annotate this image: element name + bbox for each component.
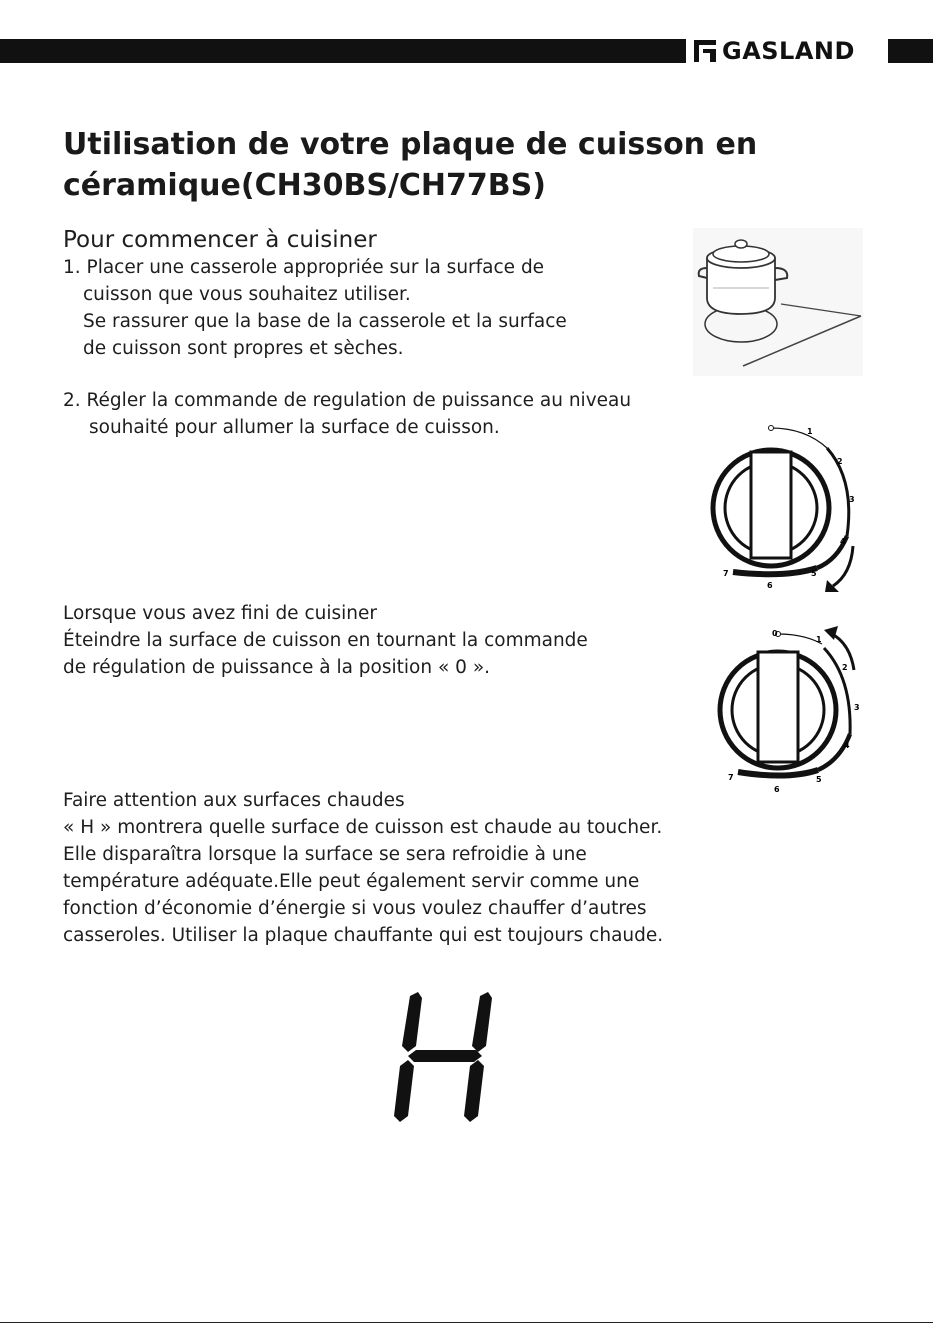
knob-scale-label: 1 [807,427,813,436]
finish-line: de régulation de puissance à la position « 0 ». [63,657,491,678]
finish-text [63,600,588,681]
step-1-line: Se rassurer que la base de la casserole et la surface [83,311,567,332]
footer-rule [0,1322,933,1323]
finish-heading: Lorsque vous avez fini de cuisiner [63,603,377,624]
knob-scale-label: 1 [816,635,822,644]
hot-surface-line: température adéquate.Elle peut également servir comme une [63,871,640,892]
knob-scale-label: 6 [774,785,780,794]
hot-surface-heading: Faire attention aux surfaces chaudes [63,790,405,811]
header-bar-right [888,39,933,63]
knob-scale-label: 5 [816,775,822,784]
knob-scale-label: 3 [854,703,860,712]
knob-scale-label: 3 [849,495,855,504]
pot-on-cooktop-illustration [693,228,863,376]
knob-scale-label: 2 [837,457,843,466]
step-1-text [63,254,567,362]
hot-surface-line: casseroles. Utiliser la plaque chauffante qui est toujours chaude. [63,925,664,946]
step-2-line: 2. Régler la commande de regulation de puissance au niveau [63,390,632,411]
knob-scale-label: 4 [840,537,846,546]
knob-scale-label: 5 [811,569,817,578]
knob-scale-label: 2 [842,663,848,672]
page-title [63,124,783,206]
header-bar-left [0,39,686,63]
knob-scale-label: 7 [723,569,729,578]
step-1-line: cuisson que vous souhaitez utiliser. [83,284,411,305]
step-1-line: de cuisson sont propres et sèches. [83,338,404,359]
knob-scale-label: 7 [728,773,734,782]
hot-surface-line: fonction d’économie d’énergie si vous voulez chauffer d’autres [63,898,647,919]
brand [694,36,855,66]
knob-scale-label: 6 [767,581,773,590]
page-title-line-2: céramique(CH30BS/CH77BS) [63,168,546,203]
page-title-line-1: Utilisation de votre plaque de cuisson en [63,127,758,162]
section-heading-start: Pour commencer à cuisiner [63,227,377,253]
knob-off-diagram [712,622,872,800]
knob-on-diagram [705,420,865,598]
knob-scale-label: 0 [772,629,778,638]
knob-scale-label: 4 [844,741,850,750]
step-2-line: souhaité pour allumer la surface de cuisson. [89,417,500,438]
hot-surface-text [63,787,663,949]
finish-line: Éteindre la surface de cuisson en tournant la commande [63,630,588,651]
step-2-text [63,387,631,441]
step-1-line: 1. Placer une casserole appropriée sur la surface de [63,257,545,278]
hot-surface-line: Elle disparaîtra lorsque la surface se sera refroidie à une [63,844,587,865]
brand-name: GASLAND [722,37,855,65]
hot-surface-line: « H » montrera quelle surface de cuisson est chaude au toucher. [63,817,663,838]
gasland-logo-icon [694,40,716,62]
hot-indicator-h-icon [386,990,496,1126]
